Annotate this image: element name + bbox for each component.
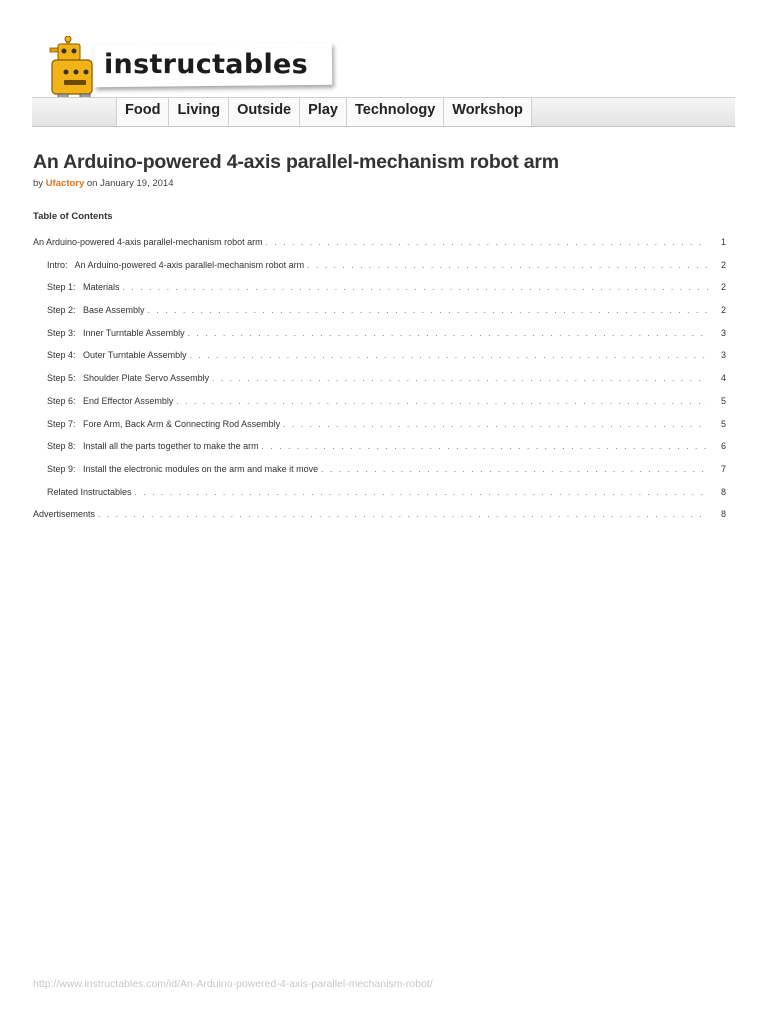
toc-entry-label: Step 3: Inner Turntable Assembly — [47, 327, 185, 338]
nav-workshop[interactable]: Workshop — [443, 98, 532, 126]
toc-entry[interactable] — [33, 395, 726, 418]
nav-play[interactable]: Play — [299, 98, 347, 126]
footer-url[interactable]: http://www.instructables.com/id/An-Arduino-powered-4-axis-parallel-mechanism-robot/ — [33, 978, 433, 990]
toc-entry-page: 2 — [720, 305, 726, 316]
toc-heading: Table of Contents — [33, 211, 113, 222]
toc-dot-leader — [321, 464, 708, 476]
toc-entry-label: Step 2: Base Assembly — [47, 305, 145, 316]
toc-dot-leader — [148, 305, 708, 317]
toc-entry-label: Step 6: End Effector Assembly — [47, 395, 174, 406]
nav-living[interactable]: Living — [168, 98, 229, 126]
toc-dot-leader — [135, 487, 708, 499]
toc-entry[interactable] — [33, 349, 726, 372]
toc-dot-leader — [212, 373, 708, 385]
toc-entry-label: Step 7: Fore Arm, Back Arm & Connecting Rod Assembly — [47, 418, 281, 429]
author-link[interactable]: Ufactory — [45, 178, 85, 189]
toc-entry-page: 8 — [720, 509, 726, 520]
toc-entry[interactable] — [33, 440, 726, 463]
toc-entry-label: Step 4: Outer Turntable Assembly — [47, 350, 187, 361]
main-nav — [32, 97, 735, 127]
toc-entry-label: Step 5: Shoulder Plate Servo Assembly — [47, 373, 210, 384]
toc-dot-leader — [123, 282, 708, 294]
publish-date: on January 19, 2014 — [86, 178, 174, 189]
toc-entry-page: 2 — [720, 282, 726, 293]
toc-entry[interactable] — [33, 372, 726, 395]
toc-entry[interactable] — [33, 463, 726, 486]
toc-entry-label: An Arduino-powered 4-axis parallel-mechanism robot arm — [33, 237, 263, 247]
toc-entry[interactable] — [33, 418, 726, 441]
toc-entry[interactable] — [33, 508, 726, 531]
toc-dot-leader — [190, 350, 708, 362]
toc-entry-label: Related Instructables — [47, 486, 132, 497]
toc-entry[interactable] — [33, 486, 726, 509]
nav-outside[interactable]: Outside — [228, 98, 300, 126]
toc-entry-page: 5 — [720, 395, 726, 406]
toc-entry[interactable] — [33, 259, 726, 282]
toc-entry-page: 5 — [720, 418, 726, 429]
toc-entry[interactable] — [33, 281, 726, 304]
toc-entry-page: 1 — [720, 237, 726, 247]
toc-dot-leader — [307, 260, 708, 272]
toc-entry-label: Intro: An Arduino-powered 4-axis parallel-mechanism robot arm — [47, 259, 305, 270]
toc-entry-page: 2 — [720, 259, 726, 270]
toc-entry-page: 3 — [720, 327, 726, 338]
page-title: An Arduino-powered 4-axis parallel-mechanism robot arm — [33, 151, 559, 173]
logo-wordmark: instructables — [104, 49, 308, 80]
toc-entry-page: 3 — [720, 350, 726, 361]
toc-entry-page: 8 — [720, 486, 726, 497]
nav-food[interactable]: Food — [116, 98, 169, 126]
toc-entry-label: Step 9: Install the electronic modules on the arm and make it move — [47, 463, 319, 474]
byline-prefix: by — [33, 178, 44, 189]
toc-entry-page: 6 — [720, 441, 726, 452]
nav-technology[interactable]: Technology — [346, 98, 444, 126]
toc-dot-leader — [188, 328, 708, 340]
toc-dot-leader — [176, 396, 708, 408]
toc-entry[interactable] — [33, 236, 726, 259]
toc-dot-leader — [266, 237, 708, 249]
toc-entry-label: Step 8: Install all the parts together to make the arm — [47, 441, 259, 452]
table-of-contents — [33, 236, 726, 531]
toc-entry-page: 4 — [720, 373, 726, 384]
toc-dot-leader — [98, 509, 708, 521]
toc-dot-leader — [262, 441, 708, 453]
toc-entry-label: Step 1: Materials — [47, 282, 120, 293]
byline — [33, 178, 174, 190]
toc-dot-leader — [283, 419, 708, 431]
toc-entry[interactable] — [33, 327, 726, 350]
toc-entry-label: Advertisements — [33, 509, 96, 520]
toc-entry-page: 7 — [720, 463, 726, 474]
toc-entry[interactable] — [33, 304, 726, 327]
